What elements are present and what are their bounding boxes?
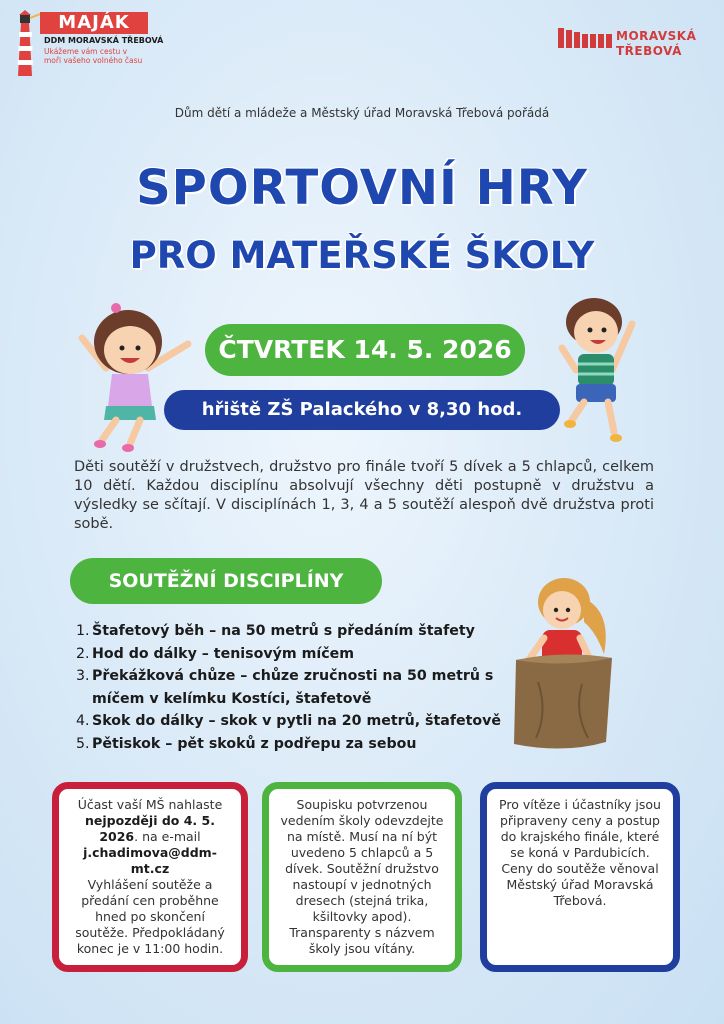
discipline-number: 3. — [76, 668, 90, 684]
registration-text-2: . na e-mail — [134, 829, 201, 844]
prizes-text: Pro vítěze i účastníky jsou připraveny ceny a postup do krajského finále, které se koná v Pardubicích. Ceny do soutěže věnoval Městský úřad Moravská Třebová. — [499, 797, 661, 908]
discipline-item — [76, 733, 516, 756]
roster-text: Soupisku potvrzenou vedením školy odevzdejte na místě. Musí na ní být uvedeno 5 chlapců a 5 dívek. Soutěžní družstvo nastoupí v jednotných dresech (stejná trika, kšiltovky apod). Transparenty s názvem školy jsou vítány. — [280, 797, 444, 956]
jumping-girl-illustration — [76, 298, 198, 454]
majak-logo-subtitle: DDM MORAVSKÁ TŘEBOVÁ — [44, 36, 164, 45]
discipline-item — [76, 620, 516, 643]
discipline-number: 2. — [76, 645, 90, 662]
discipline-item — [76, 710, 516, 733]
discipline-text: Překážková chůze – chůze zručnosti na 50 metrů s míčem v kelímku Kostíci, štafetově — [92, 668, 494, 707]
registration-deadline: nejpozději do 4. 5. 2026 — [85, 813, 215, 844]
discipline-number: 1. — [76, 623, 90, 639]
organizer-text: Dům dětí a mládeže a Městský úřad Moravská Třebová pořádá — [174, 106, 550, 120]
page-subtitle: PRO MATEŘSKÉ ŠKOLY — [129, 234, 595, 277]
disciplines-heading: SOUTĚŽNÍ DISCIPLÍNY — [70, 558, 382, 604]
discipline-item — [76, 665, 516, 710]
mt-logo-line1: MORAVSKÁ — [616, 29, 697, 43]
lighthouse-icon — [10, 10, 40, 78]
sack-race-girl-illustration — [508, 572, 626, 752]
registration-email: j.chadimova@ddm-mt.cz — [83, 845, 217, 876]
discipline-text: Štafetový běh – na 50 metrů s předáním štafety — [92, 623, 475, 639]
moravska-trebova-logo — [558, 26, 708, 66]
town-logo-icon — [558, 28, 612, 52]
discipline-number: 4. — [76, 713, 90, 729]
intro-paragraph: Děti soutěží v družstvech, družstvo pro finále tvoří 5 dívek a 5 chlapců, celkem 10 dětí. Každou disciplínu absolvují všechny děti postupně v družstvu a výsledky se sčítají. V disciplínách 1, 3, 4 a 5 soutěží alespoň dvě družstva proti sobě. — [74, 459, 654, 532]
event-place-badge: hřiště ZŠ Palackého v 8,30 hod. — [164, 390, 560, 430]
discipline-number: 5. — [76, 735, 90, 752]
majak-logo-word: MAJÁK — [40, 12, 148, 34]
discipline-text: Pětiskok – pět skoků z podřepu za sebou — [92, 735, 417, 752]
prizes-info-box — [480, 782, 680, 972]
majak-logo-tagline: Ukážeme vám cestu v moři vašeho volného času — [44, 47, 143, 65]
discipline-text: Hod do dálky – tenisovým míčem — [92, 645, 355, 662]
discipline-text: Skok do dálky – skok v pytli na 20 metrů, štafetově — [92, 713, 502, 729]
mt-logo-line2: TŘEBOVÁ — [616, 44, 682, 58]
discipline-item — [76, 643, 516, 666]
registration-text-3: Vyhlášení soutěže a předání cen proběhne hned po skončení soutěže. Předpokládaný konec je v 11:00 hodin. — [75, 877, 225, 956]
page-title: SPORTOVNÍ HRY — [136, 160, 588, 216]
registration-text-1: Účast vaší MŠ nahlaste — [77, 797, 223, 812]
disciplines-list — [76, 620, 516, 755]
jumping-boy-illustration — [548, 292, 648, 448]
roster-info-box — [262, 782, 462, 972]
moravska-trebova-logo-text — [616, 29, 696, 59]
event-date-badge: ČTVRTEK 14. 5. 2026 — [205, 324, 525, 376]
majak-logo — [10, 10, 164, 80]
registration-info-box — [52, 782, 248, 972]
